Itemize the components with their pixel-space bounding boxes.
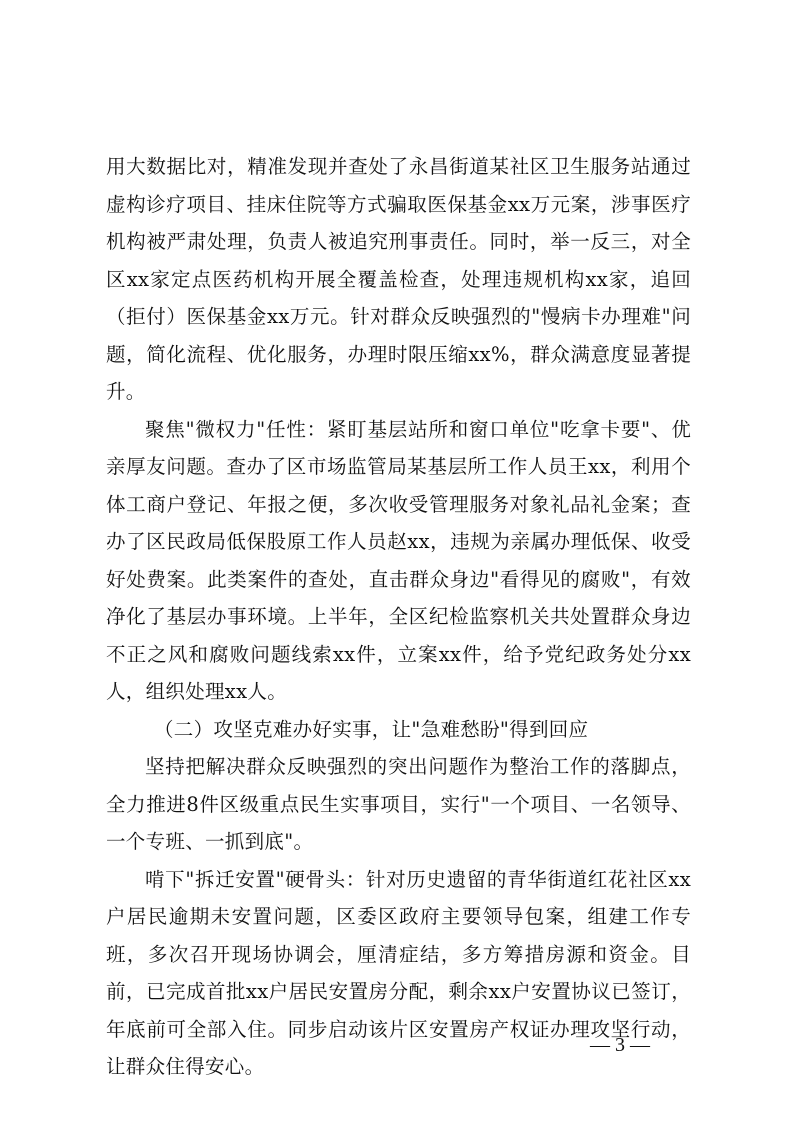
- page-number: — 3 —: [590, 1034, 650, 1056]
- section-heading: （二）攻坚克难办好实事，让"急难愁盼"得到回应: [154, 717, 589, 741]
- document-body: [106, 148, 691, 1086]
- paragraph-livelihood-projects: 坚持把解决群众反映强烈的突出问题作为整治工作的落脚点，全力推进8件区级重点民生实事项目，实行"一个项目、一名领导、一个专班、一抓到底"。: [106, 755, 691, 853]
- paragraph-relocation: 啃下"拆迁安置"硬骨头：针对历史遗留的青华街道红花社区xx户居民逾期未安置问题，区委区政府主要领导包案，组建工作专班，多次召开现场协调会，厘清症结，多方筹措房源和资金。目前，已完成首批xx户居民安置房分配，剩余xx户安置协议已签订，年底前可全部入住。同步启动该片区安置房产权证办理攻坚行动，让群众住得安心。: [106, 867, 691, 1078]
- paragraph-continued: 用大数据比对，精准发现并查处了永昌街道某社区卫生服务站通过虚构诊疗项目、挂床住院等方式骗取医保基金xx万元案，涉事医疗机构被严肃处理，负责人被追究刑事责任。同时，举一反三，对全区xx家定点医药机构开展全覆盖检查，处理违规机构xx家，追回（拒付）医保基金xx万元。针对群众反映强烈的"慢病卡办理难"问题，简化流程、优化服务，办理时限压缩xx%，群众满意度显著提升。: [106, 155, 691, 403]
- paragraph-micro-power: 聚焦"微权力"任性：紧盯基层站所和窗口单位"吃拿卡要"、优亲厚友问题。查办了区市场监管局某基层所工作人员王xx，利用个体工商户登记、年报之便，多次收受管理服务对象礼品礼金案；查办了区民政局低保股原工作人员赵xx，违规为亲属办理低保、收受好处费案。此类案件的查处，直击群众身边"看得见的腐败"，有效净化了基层办事环境。上半年，全区纪检监察机关共处置群众身边不正之风和腐败问题线索xx件，立案xx件，给予党纪政务处分xx人，组织处理xx人。: [106, 417, 691, 703]
